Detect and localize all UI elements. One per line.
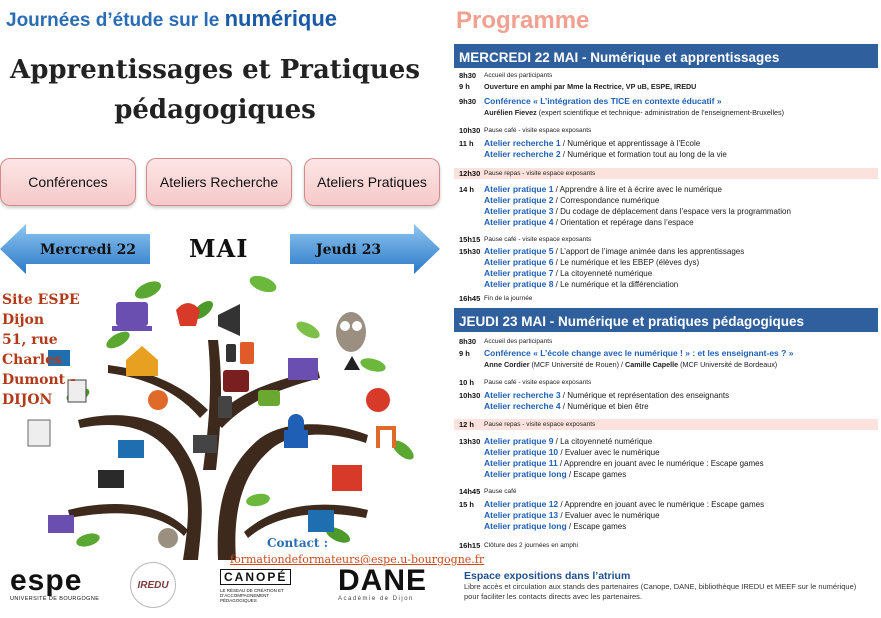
pill-ateliers-pratiques: Ateliers Pratiques [304,158,440,206]
atelier-pratique-4-link[interactable]: Atelier pratique 4 [484,217,554,227]
bird-icon [176,303,200,326]
event-title-part1: Journées d’étude sur le [6,10,220,31]
atelier-pratique-1-link[interactable]: Atelier pratique 1 [484,184,554,194]
schedule-row: 13h30 Atelier pratique 9 / La citoyenneté numérique Atelier pratique 10 / Evaluer avec le numérique Atelier pratique 11 / Apprendre en jouant avec le numérique : Escape games Atelier pratique long / Escape games [459,436,764,479]
atelier-recherche-3-link[interactable]: Atelier recherche 3 [484,390,561,400]
exhibition-line2: pour faciliter les contacts directs avec les partenaires. [464,592,642,601]
atelier-recherche-4-link[interactable]: Atelier recherche 4 [484,401,561,411]
schedule-row: 16h15 Clôture des 2 journées en amphi [459,541,578,550]
keyboard-icon [308,510,334,532]
contact-email-link[interactable]: formationdeformateurs@espe.u-bourgogne.fr [230,553,485,566]
dane-logo: DANE Académie de Dijon [338,564,428,602]
mail-icon [48,515,74,533]
schedule-row: 9 h Conférence « L’école change avec le numérique ! » : et les enseignant-es ? » Anne Cordier (MCF Université de Rouen) / Camille Capelle (MCF Université de Bordeaux) [454,348,878,370]
event-title [6,6,337,32]
people-icon [223,370,249,392]
lock-icon [284,414,308,448]
date-right: Jeudi 23 [316,242,382,258]
owl-small-icon [158,528,178,548]
gear-icon [148,390,168,410]
schedule-row: 10h30 Atelier recherche 3 / Numérique et représentation des enseignants Atelier recherche 4 / Numérique et bien être [459,390,730,411]
main-title-line2: pédagogiques [114,95,316,125]
atelier-pratique-11-link[interactable]: Atelier pratique 11 [484,458,558,468]
atelier-pratique-8-link[interactable]: Atelier pratique 8 [484,279,554,289]
date-left: Mercredi 22 [40,242,137,258]
pill-conferences: Conférences [0,158,136,206]
exhibition-title: Espace expositions dans l’atrium [464,570,631,582]
camera-icon [118,440,144,458]
conference-2-link[interactable]: Conférence « L’école change avec le numérique ! » : et les enseignant-es ? » [484,348,794,358]
main-title [0,50,430,130]
programme-panel [452,0,881,618]
atelier-pratique-13-link[interactable]: Atelier pratique 13 [484,510,559,520]
atelier-pratique-2-link[interactable]: Atelier pratique 2 [484,195,554,205]
schedule-row: 14h45 Pause café [459,487,517,496]
atelier-pratique-long-2-link[interactable]: Atelier pratique long [484,521,567,531]
megaphone-icon [218,304,240,336]
atelier-pratique-3-link[interactable]: Atelier pratique 3 [484,206,554,216]
schedule-row: 8h30 Accueil des participants [459,337,553,346]
schedule-row: 15 h Atelier pratique 12 / Apprendre en jouant avec le numérique : Escape games Atelier pratique 13 / Evaluer avec le numérique Atelier pratique long / Escape games [459,499,765,531]
atelier-pratique-6-link[interactable]: Atelier pratique 6 [484,257,554,267]
exhibition-note [464,570,878,602]
phone-icon [226,344,236,362]
schedule-row: 9 h Ouverture en amphi par Mme la Rectrice, VP uB, ESPE, IREDU [459,82,697,91]
programme-title: Programme [456,7,590,34]
conference-1-link[interactable]: Conférence « L’intégration des TICE en contexte éducatif » [484,96,722,106]
contact-label: Contact : [267,536,329,550]
music-icon [378,428,394,448]
atelier-pratique-7-link[interactable]: Atelier pratique 7 [484,268,554,278]
schedule-row: 16h45 Fin de la journée [459,294,533,303]
venue-line1: Site ESPE Dijon [2,292,80,328]
iredu-logo: IREDU [130,562,176,608]
pill-ateliers-recherche: Ateliers Recherche [146,158,292,206]
tablet-icon [240,342,254,364]
house-icon [126,346,158,376]
schedule-row: 14 h Atelier pratique 1 / Apprendre à lire et à écrire avec le numérique Atelier pratique 2 / Correspondance numérique Atelier pratique 3 / Du codage de déplacement dans l’espace vers la programmation Atelier pratique 4 / Orientation et repérage dans l’espace [459,184,791,227]
atelier-recherche-1-link[interactable]: Atelier recherche 1 [484,138,561,148]
schedule-row: 11 h Atelier recherche 1 / Numérique et apprentissage à l’Ecole Atelier recherche 2 / Numérique et formation tout au long de la vie [459,138,727,159]
venue-line3: Dumont - [2,372,76,388]
espe-logo: espe UNIVERSITÉ DE BOURGOGNE [10,564,100,602]
venue-address [2,290,122,410]
venue-line2: 51, rue Charles [2,332,62,368]
video-camera-icon [193,435,217,453]
main-title-line1: Apprentissages et Pratiques [10,55,420,85]
owl-icon [336,312,366,352]
schedule-row: 8h30 Accueil des participants [459,71,553,80]
partner-logos [0,562,440,618]
schedule-row-highlight: 12h30 Pause repas - visite espace exposants [454,168,878,179]
chat-icon [258,390,280,406]
event-title-part2: numérique [224,6,338,31]
day2-header: JEUDI 23 MAI - Numérique et pratiques pédagogiques [454,312,878,332]
atelier-pratique-9-link[interactable]: Atelier pratique 9 [484,436,554,446]
schedule-row-highlight: 12 h Pause repas - visite espace exposants [454,419,878,430]
schedule-row: 15h30 Atelier pratique 5 / L’apport de l’image animée dans les apprentissages Atelier pratique 6 / Le numérique et les EBEP (élèves dys) Atelier pratique 7 / La citoyenneté numérique Atelier pratique 8 / Le numérique et la différenciation [459,246,745,289]
canope-logo: CANOPÉ LE RÉSEAU DE CRÉATION ET D’ACCOMPAGNEMENT PÉDAGOGIQUES [220,568,291,603]
antenna-icon [344,356,360,370]
calculator-icon [218,396,232,418]
day1-header: MERCREDI 22 MAI - Numérique et apprentissages [454,48,878,68]
atelier-pratique-12-link[interactable]: Atelier pratique 12 [484,499,559,509]
schedule-row: 10 h Pause café - visite espace exposants [459,378,592,387]
schedule-row: 9h30 Conférence « L’intégration des TICE en contexte éducatif » Aurélien Fievez (expert scientifique et technique- administration de l’enseignement-Bruxelles) [454,96,878,118]
schedule-row: 15h15 Pause café - visite espace exposants [459,235,592,244]
schedule-row: 10h30 Pause café - visite espace exposants [459,126,592,135]
venue-line4: DIJON [2,392,53,408]
monitor-icon [288,358,318,380]
settings-icon [366,388,390,412]
chart-icon [332,465,362,491]
printer-icon [28,420,50,446]
atelier-recherche-2-link[interactable]: Atelier recherche 2 [484,149,561,159]
atelier-pratique-10-link[interactable]: Atelier pratique 10 [484,447,559,457]
date-month: MAI [189,234,249,263]
exhibition-line1: Libre accès et circulation aux stands des partenaires (Canope, DANE, bibliothèque IREDU et MEEF sur le numérique) [464,582,857,591]
folder-icon [98,470,124,488]
atelier-pratique-long-link[interactable]: Atelier pratique long [484,469,567,479]
atelier-pratique-5-link[interactable]: Atelier pratique 5 [484,246,554,256]
